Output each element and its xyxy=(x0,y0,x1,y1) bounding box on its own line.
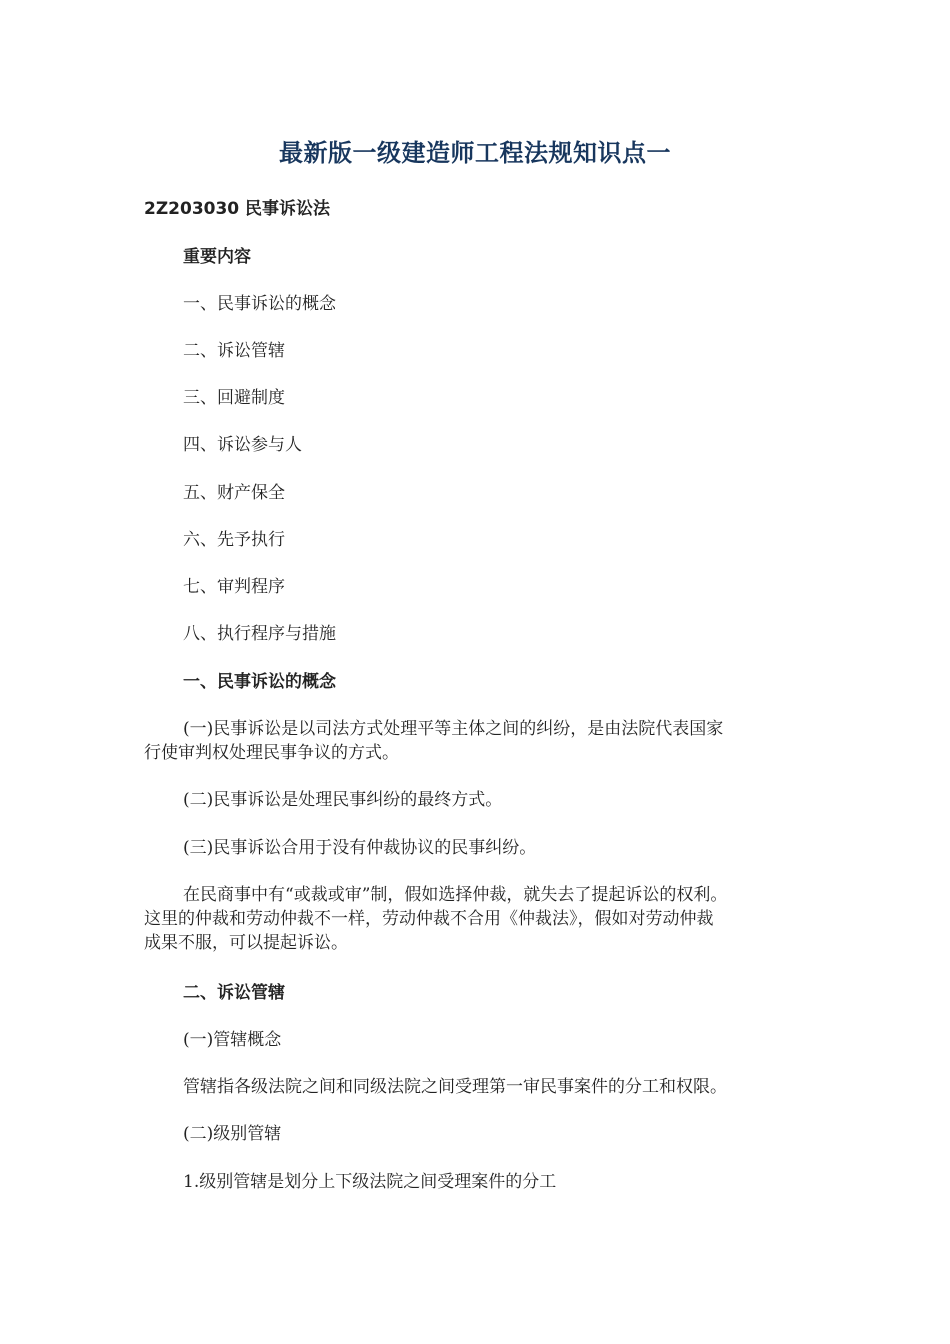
paragraph-line: (一)民事诉讼是以司法方式处理平等主体之间的纠纷，是由法院代表国家 xyxy=(183,719,724,739)
toc-item: 六、先予执行 xyxy=(183,530,285,550)
important-heading: 重要内容 xyxy=(183,247,251,267)
paragraph-line: 在民商事中有“或裁或审”制，假如选择仲裁，就失去了提起诉讼的权利。 xyxy=(183,885,728,905)
toc-item: 五、财产保全 xyxy=(183,483,285,503)
section-heading: 二、诉讼管辖 xyxy=(183,983,285,1003)
paragraph: (二)民事诉讼是处理民事纠纷的最终方式。 xyxy=(183,790,503,810)
toc-item: 四、诉讼参与人 xyxy=(183,435,302,455)
paragraph-line: 成果不服，可以提起诉讼。 xyxy=(144,933,348,953)
toc-item: 三、回避制度 xyxy=(183,388,285,408)
toc-item: 一、民事诉讼的概念 xyxy=(183,294,336,314)
paragraph xyxy=(144,883,834,955)
document-title: 最新版一级建造师工程法规知识点一 xyxy=(279,139,671,167)
section-heading: 一、民事诉讼的概念 xyxy=(183,672,336,692)
paragraph: (三)民事诉讼合用于没有仲裁协议的民事纠纷。 xyxy=(183,838,537,858)
section-code-heading: 2Z203030 民事诉讼法 xyxy=(144,199,331,219)
paragraph xyxy=(144,717,834,765)
subsection-heading: (二)级别管辖 xyxy=(183,1124,282,1144)
paragraph: 管辖指各级法院之间和同级法院之间受理第一审民事案件的分工和权限。 xyxy=(183,1077,727,1097)
paragraph-line: 这里的仲裁和劳动仲裁不一样，劳动仲裁不合用《仲裁法》，假如对劳动仲裁 xyxy=(144,909,714,929)
toc-item: 七、审判程序 xyxy=(183,577,285,597)
paragraph-line: 行使审判权处理民事争议的方式。 xyxy=(144,743,399,763)
toc-item: 二、诉讼管辖 xyxy=(183,341,285,361)
paragraph: 1.级别管辖是划分上下级法院之间受理案件的分工 xyxy=(183,1172,557,1192)
toc-item: 八、执行程序与措施 xyxy=(183,624,336,644)
subsection-heading: (一)管辖概念 xyxy=(183,1030,282,1050)
